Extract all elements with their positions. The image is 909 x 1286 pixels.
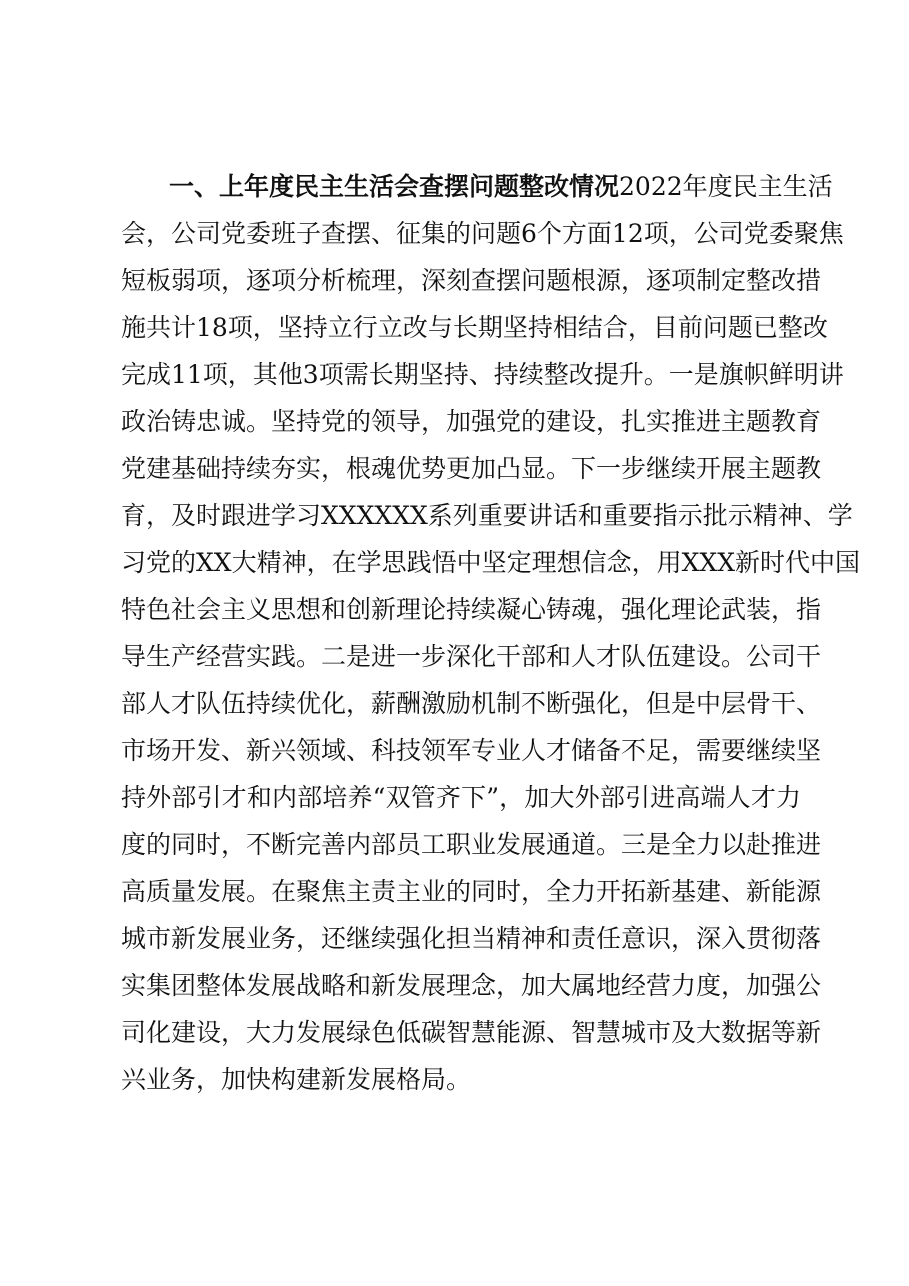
paragraph-line: 施共计18项，坚持立行立改与长期坚持相结合，目前问题已整改: [121, 313, 828, 342]
paragraph-line: 高质量发展。在聚焦主责主业的同时，全力开拓新基建、新能源: [121, 877, 822, 906]
paragraph-line: 导生产经营实践。二是进一步深化干部和人才队伍建设。公司干: [121, 642, 822, 671]
paragraph-line: 完成11项，其他3项需长期坚持、持续整改提升。一是旗帜鲜明讲: [121, 360, 844, 389]
paragraph-line: 短板弱项，逐项分析梳理，深刻查摆问题根源，逐项制定整改措: [121, 266, 822, 295]
paragraph-line: 育，及时跟进学习XXXXXX系列重要讲话和重要指示批示精神、学: [121, 501, 853, 530]
body-paragraph: [121, 170, 860, 1110]
paragraph-line: 持外部引才和内部培养“双管齐下”，加大外部引进高端人才力: [121, 783, 801, 812]
paragraph-line: 会，公司党委班子查摆、征集的问题6个方面12项，公司党委聚焦: [121, 219, 844, 248]
paragraph-line-last: 兴业务，加快构建新发展格局。: [121, 1065, 472, 1094]
section-heading: 一、上年度民主生活会查摆问题整改情况: [169, 172, 620, 201]
paragraph-line: 部人才队伍持续优化，薪酬激励机制不断强化，但是中层骨干、: [121, 689, 822, 718]
paragraph-line: 城市新发展业务，还继续强化担当精神和责任意识，深入贯彻落: [121, 924, 822, 953]
paragraph-line: 习党的XX大精神，在学思践悟中坚定理想信念，用XXX新时代中国: [121, 548, 860, 577]
paragraph-line: 司化建设，大力发展绿色低碳智慧能源、智慧城市及大数据等新: [121, 1018, 822, 1047]
paragraph-line-1: [121, 170, 833, 217]
line-text: 2022年度民主生活: [619, 172, 833, 201]
paragraph-line: 党建基础持续夯实，根魂优势更加凸显。下一步继续开展主题教: [121, 454, 822, 483]
paragraph-line: 实集团整体发展战略和新发展理念，加大属地经营力度，加强公: [121, 971, 822, 1000]
paragraph-line: 政治铸忠诚。坚持党的领导，加强党的建设，扎实推进主题教育: [121, 407, 822, 436]
paragraph-line: 度的同时，不断完善内部员工职业发展通道。三是全力以赴推进: [121, 830, 822, 859]
paragraph-line: 市场开发、新兴领域、科技领军专业人才储备不足，需要继续坚: [121, 736, 822, 765]
paragraph-line: 特色社会主义思想和创新理论持续凝心铸魂，强化理论武装，指: [121, 595, 822, 624]
